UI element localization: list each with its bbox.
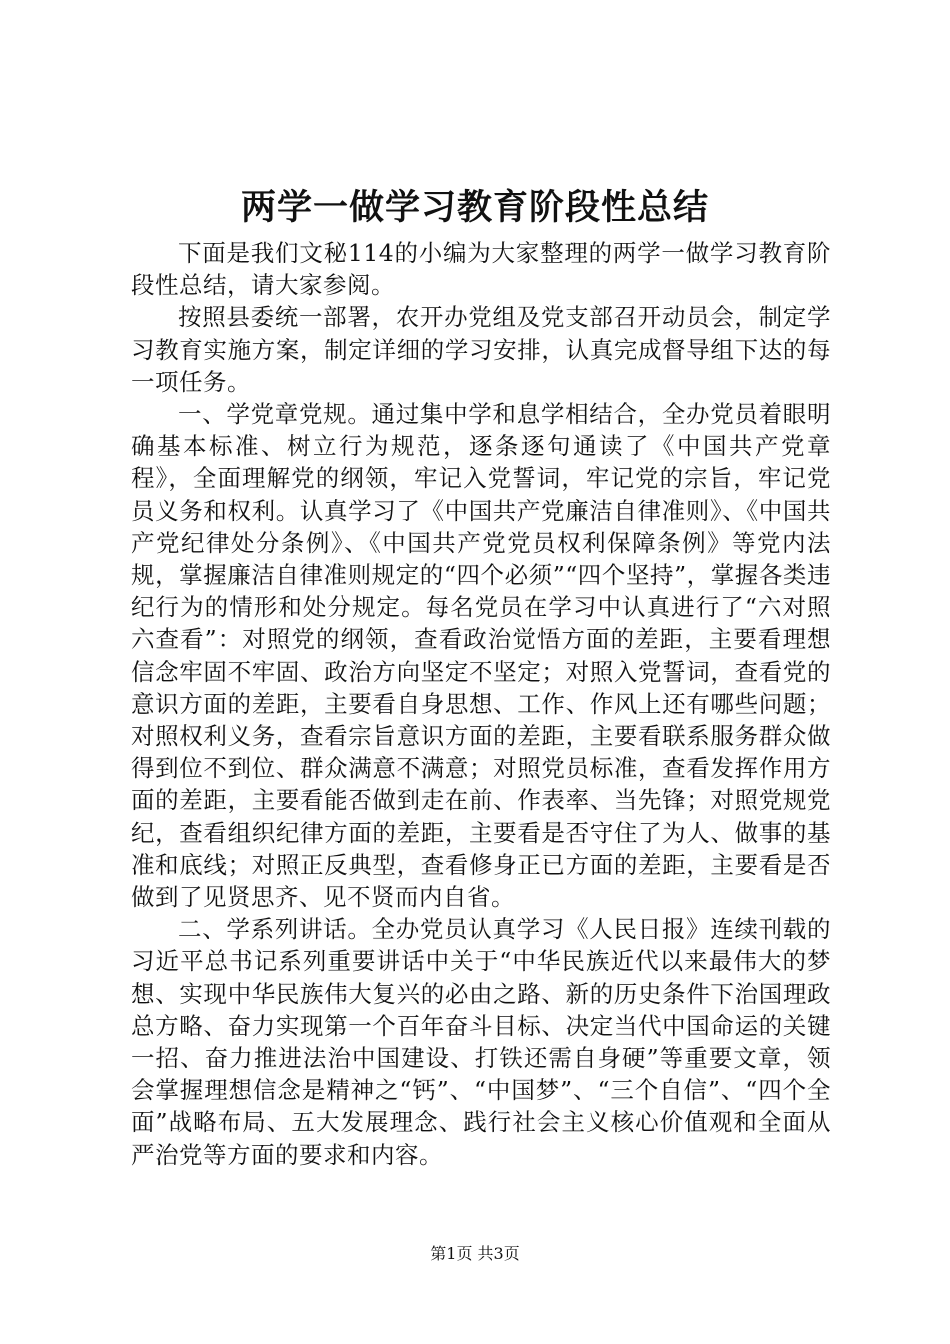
paragraph-deployment: 按照县委统一部署，农开办党组及党支部召开动员会，制定学习教育实施方案，制定详细的学习安排，认真完成督导组下达的每一项任务。 <box>131 303 831 396</box>
document-body <box>131 237 831 1171</box>
paragraph-speeches: 二、学系列讲话。全办党员认真学习《人民日报》连续刊载的习近平总书记系列重要讲话中关于“中华民族近代以来最伟大的梦想、实现中华民族伟大复兴的必由之路、新的历史条件下治国理政总方略、奋力实现第一个百年奋斗目标、决定当代中国命运的关键一招、奋力推进法治中国建设、打铁还需自身硬”等重要文章，领会掌握理想信念是精神之“钙”、“中国梦”、“三个自信”、“四个全面”战略布局、五大发展理念、践行社会主义核心价值观和全面从严治党等方面的要求和内容。 <box>131 915 831 1169</box>
paragraph-intro: 下面是我们文秘114的小编为大家整理的两学一做学习教育阶段性总结，请大家参阅。 <box>131 239 831 300</box>
paragraph-party-rules: 一、学党章党规。通过集中学和息学相结合，全办党员着眼明确基本标准、树立行为规范，逐条逐句通读了《中国共产党章程》，全面理解党的纲领，牢记入党誓词，牢记党的宗旨，牢记党员义务和权利。认真学习了《中国共产党廉洁自律准则》、《中国共产党纪律处分条例》、《中国共产党党员权利保障条例》等党内法规，掌握廉洁自律准则规定的“四个必须”“四个坚持”，掌握各类违纪行为的情形和处分规定。每名党员在学习中认真进行了“六对照六查看”：对照党的纲领，查看政治觉悟方面的差距，主要看理想信念牢固不牢固、政治方向坚定不坚定；对照入党誓词，查看党的意识方面的差距，主要看自身思想、工作、作风上还有哪些问题；对照权利义务，查看宗旨意识方面的差距，主要看联系服务群众做得到位不到位、群众满意不满意；对照党员标准，查看发挥作用方面的差距，主要看能否做到走在前、作表率、当先锋；对照党规党纪，查看组织纪律方面的差距，主要看是否守住了为人、做事的基准和底线；对照正反典型，查看修身正已方面的差距，主要看是否做到了见贤思齐、见不贤而内自省。 <box>131 400 831 912</box>
document-title: 两学一做学习教育阶段性总结 <box>240 187 709 228</box>
page-footer: 第1页 共3页 <box>430 1244 520 1263</box>
